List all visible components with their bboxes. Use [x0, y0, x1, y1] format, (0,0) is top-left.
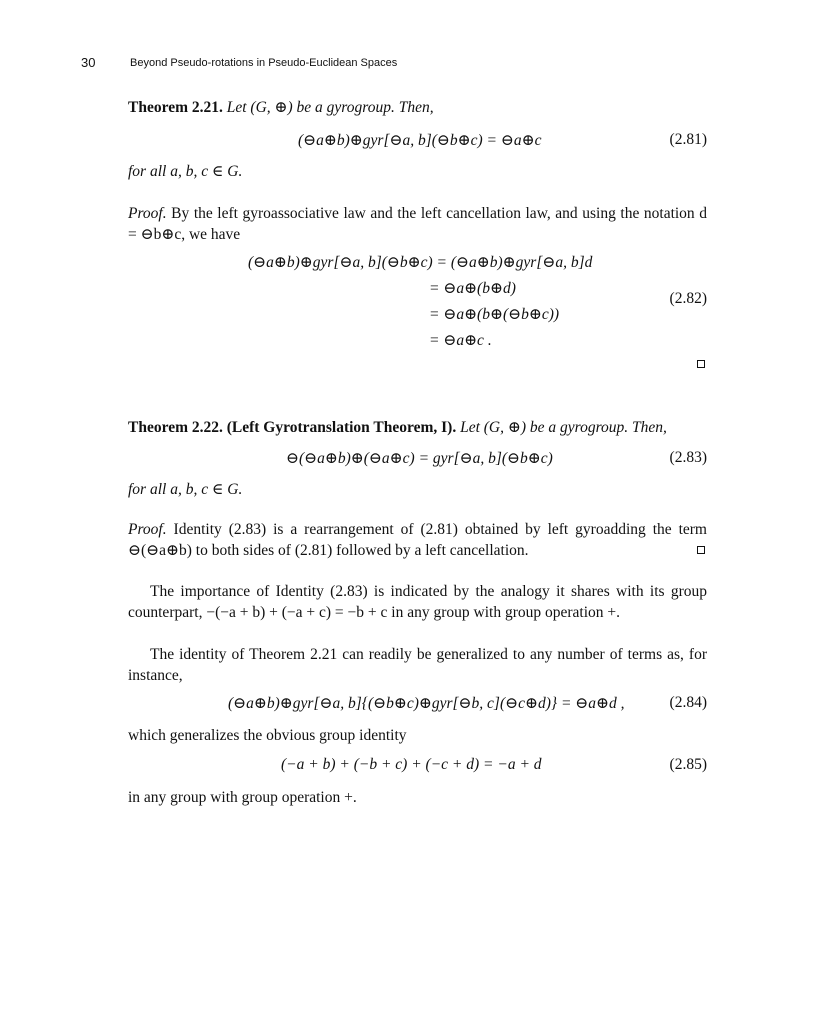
- theorem-statement: Let (G, ⊕) be a gyrogroup. Then,: [226, 99, 434, 116]
- theorem-statement: Let (G, ⊕) be a gyrogroup. Then,: [460, 419, 667, 436]
- theorem-quantifier: for all a, b, c ∈ G.: [128, 163, 243, 180]
- running-title: Beyond Pseudo-rotations in Pseudo-Euclidean Spaces: [130, 57, 398, 69]
- body-paragraph-4: in any group with group operation +.: [128, 789, 357, 806]
- page-number: 30: [81, 55, 96, 70]
- theorem-label: Theorem 2.22.: [128, 419, 223, 436]
- proof-label: Proof.: [128, 521, 167, 538]
- proof-body: By the left gyroassociative law and the left cancellation law, and using the notation d = ⊖b⊕c, we have: [128, 205, 707, 243]
- theorem-label: Theorem 2.21.: [128, 99, 223, 116]
- theorem-2-22-heading: [128, 418, 667, 437]
- proof-body: Identity (2.83) is a rearrangement of (2.81) obtained by left gyroadding the term ⊖(⊖a⊕b) to both sides of (2.81) followed by a left cancellation.: [128, 521, 707, 559]
- equation-2-83: ⊖(⊖a⊕b)⊕(⊖a⊕c) = gyr[⊖a, b](⊖b⊕c): [286, 450, 553, 467]
- equation-number-2-81: (2.81): [669, 131, 707, 148]
- equation-2-85: (−a + b) + (−b + c) + (−c + d) = −a + d: [281, 756, 542, 773]
- equation-2-84: (⊖a⊕b)⊕gyr[⊖a, b]{(⊖b⊕c)⊕gyr[⊖b, c](⊖c⊕d)} = ⊖a⊕d ,: [228, 695, 625, 712]
- equation-2-82-line-1: (⊖a⊕b)⊕gyr[⊖a, b](⊖b⊕c) = (⊖a⊕b)⊕gyr[⊖a, b]d: [248, 254, 593, 271]
- qed-square-icon: [697, 546, 705, 554]
- theorem-name: (Left Gyrotranslation Theorem, I).: [226, 419, 457, 436]
- proof-label: Proof.: [128, 205, 167, 222]
- proof-2-22-text: [128, 519, 707, 561]
- body-paragraph-3: which generalizes the obvious group identity: [128, 727, 407, 744]
- body-paragraph-2: The identity of Theorem 2.21 can readily be generalized to any number of terms as, for instance,: [128, 646, 707, 684]
- body-paragraph-1: The importance of Identity (2.83) is indicated by the analogy it shares with its group counterpart, −(−a + b) + (−a + c) = −b + c in any group with group operation +.: [128, 583, 707, 621]
- qed-square-icon: [697, 360, 705, 368]
- equation-2-81: (⊖a⊕b)⊕gyr[⊖a, b](⊖b⊕c) = ⊖a⊕c: [298, 132, 542, 149]
- equation-number-2-84: (2.84): [669, 694, 707, 711]
- equation-number-2-85: (2.85): [669, 756, 707, 773]
- equation-2-82-line-4: = ⊖a⊕c .: [429, 332, 492, 349]
- theorem-quantifier: for all a, b, c ∈ G.: [128, 481, 243, 498]
- equation-2-82-line-2: = ⊖a⊕(b⊕d): [429, 280, 516, 297]
- equation-number-2-83: (2.83): [669, 449, 707, 466]
- proof-2-21-text: [128, 203, 707, 245]
- equation-number-2-82: (2.82): [669, 290, 707, 307]
- equation-2-82-line-3: = ⊖a⊕(b⊕(⊖b⊕c)): [429, 306, 560, 323]
- theorem-2-21-heading: [128, 98, 434, 117]
